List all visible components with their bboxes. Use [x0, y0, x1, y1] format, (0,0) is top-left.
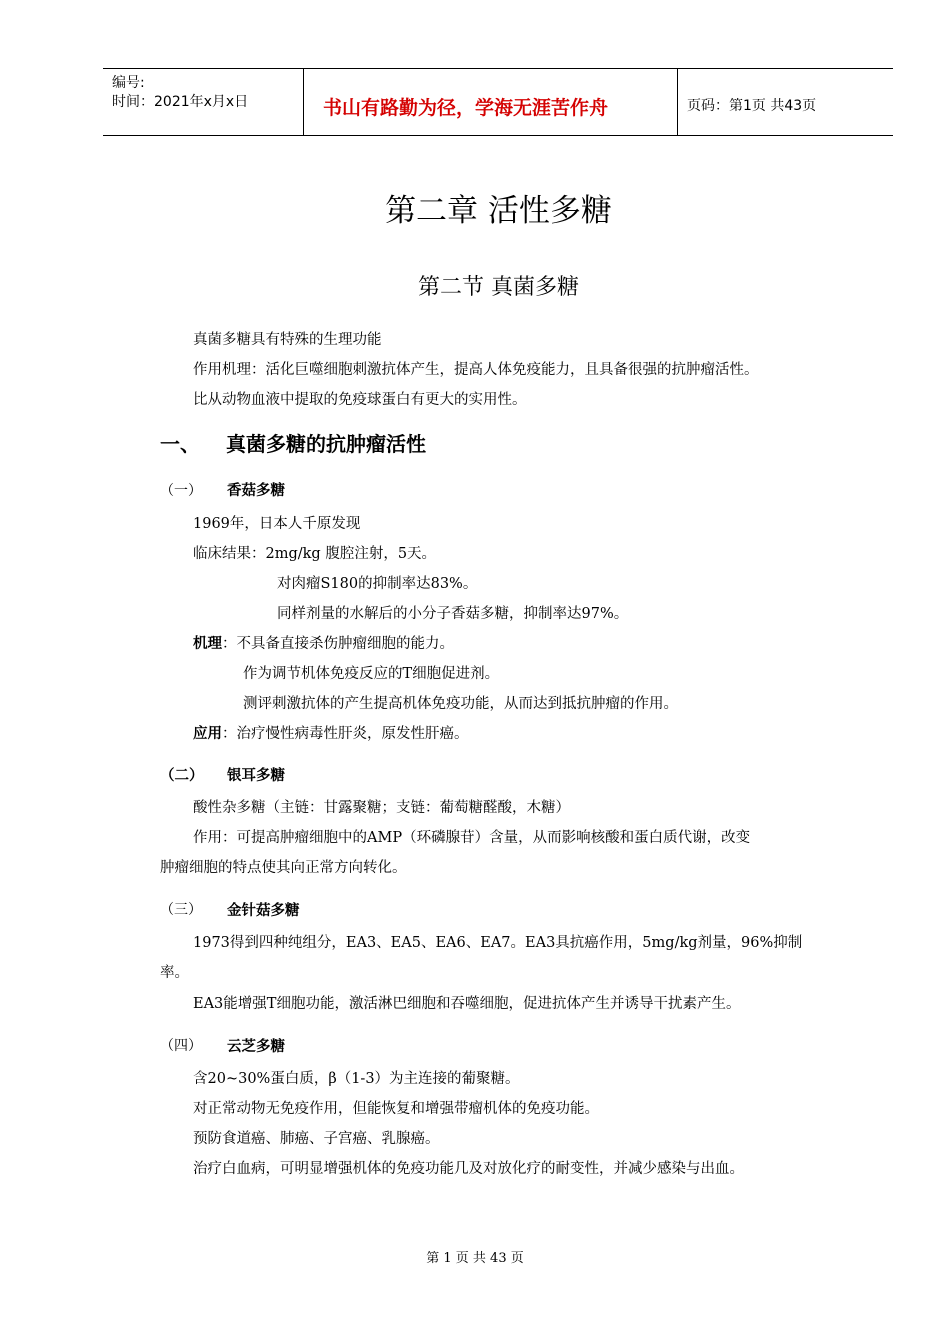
- part-title: 真菌多糖的抗肿瘤活性: [226, 432, 426, 456]
- subsection-title: 银耳多糖: [227, 768, 285, 784]
- intro-line: 真菌多糖具有特殊的生理功能: [193, 332, 382, 348]
- header-bottom-border: [103, 135, 893, 136]
- body-line: 预防食道癌、肺癌、子宫癌、乳腺癌。: [193, 1131, 440, 1147]
- page-code: 页码：第1页 共43页: [687, 98, 817, 114]
- mechanism-line: [193, 629, 454, 659]
- mechanism-label: 机理: [193, 636, 222, 652]
- header-divider: [677, 68, 678, 136]
- body-line: 对正常动物无免疫作用，但能恢复和增强带瘤机体的免疫功能。: [193, 1101, 599, 1117]
- body-line: 对肉瘤S180的抑制率达83%。: [277, 576, 478, 592]
- body-line: 含20~30%蛋白质，β（1-3）为主连接的葡聚糖。: [193, 1071, 520, 1087]
- body-line: 测评刺激抗体的产生提高机体免疫功能，从而达到抵抗肿瘤的作用。: [243, 696, 678, 712]
- part-number: 一、: [160, 432, 200, 456]
- intro-line: 比从动物血液中提取的免疫球蛋白有更大的实用性。: [193, 392, 527, 408]
- chapter-title: 第二章 活性多糖: [385, 193, 612, 229]
- time-label: 时间：2021年x月x日: [112, 94, 249, 110]
- body-line: 率。: [160, 965, 189, 981]
- page-footer: 第 1 页 共 43 页: [426, 1251, 524, 1266]
- subsection-title: 香菇多糖: [227, 483, 285, 499]
- header-top-border: [103, 68, 893, 69]
- body-line: 同样剂量的水解后的小分子香菇多糖，抑制率达97%。: [277, 606, 629, 622]
- body-line: 作用：可提高肿瘤细胞中的AMP（环磷腺苷）含量，从而影响核酸和蛋白质代谢，改变: [193, 830, 751, 846]
- body-line: EA3能增强T细胞功能，激活淋巴细胞和吞噬细胞，促进抗体产生并诱导干扰素产生。: [193, 996, 741, 1012]
- body-line: 临床结果：2mg/kg 腹腔注射，5天。: [193, 546, 437, 562]
- motto: 书山有路勤为径，学海无涯苦作舟: [323, 97, 609, 119]
- body-line: 治疗白血病，可明显增强机体的免疫功能几及对放化疗的耐变性，并减少感染与出血。: [193, 1161, 744, 1177]
- subsection-number: （一）: [160, 483, 202, 499]
- header-divider: [303, 68, 304, 136]
- body-line: 1969年，日本人千原发现: [193, 516, 361, 532]
- mechanism-text: ：不具备直接杀伤肿瘤细胞的能力。: [222, 636, 454, 652]
- subsection-title: 金针菇多糖: [227, 903, 300, 919]
- subsection-number: （四）: [160, 1038, 202, 1054]
- body-line: 1973得到四种纯组分，EA3、EA5、EA6、EA7。EA3具抗癌作用，5mg/kg剂量，96%抑制: [193, 935, 803, 951]
- section-title: 第二节 真菌多糖: [418, 275, 579, 300]
- subsection-number: （二）: [160, 768, 204, 784]
- application-line: [193, 719, 469, 749]
- application-text: ：治疗慢性病毒性肝炎，原发性肝癌。: [222, 726, 469, 742]
- number-label: 编号:: [112, 75, 145, 91]
- body-line: 酸性杂多糖（主链：甘露聚糖；支链：葡萄糖醛酸，木糖）: [193, 800, 570, 816]
- application-label: 应用: [193, 726, 222, 742]
- subsection-title: 云芝多糖: [227, 1039, 285, 1055]
- subsection-number: （三）: [160, 902, 202, 918]
- intro-line: 作用机理：活化巨噬细胞刺激抗体产生，提高人体免疫能力，且具备很强的抗肿瘤活性。: [193, 362, 759, 378]
- body-line: 作为调节机体免疫反应的T细胞促进剂。: [243, 666, 500, 682]
- body-line: 肿瘤细胞的特点使其向正常方向转化。: [160, 860, 407, 876]
